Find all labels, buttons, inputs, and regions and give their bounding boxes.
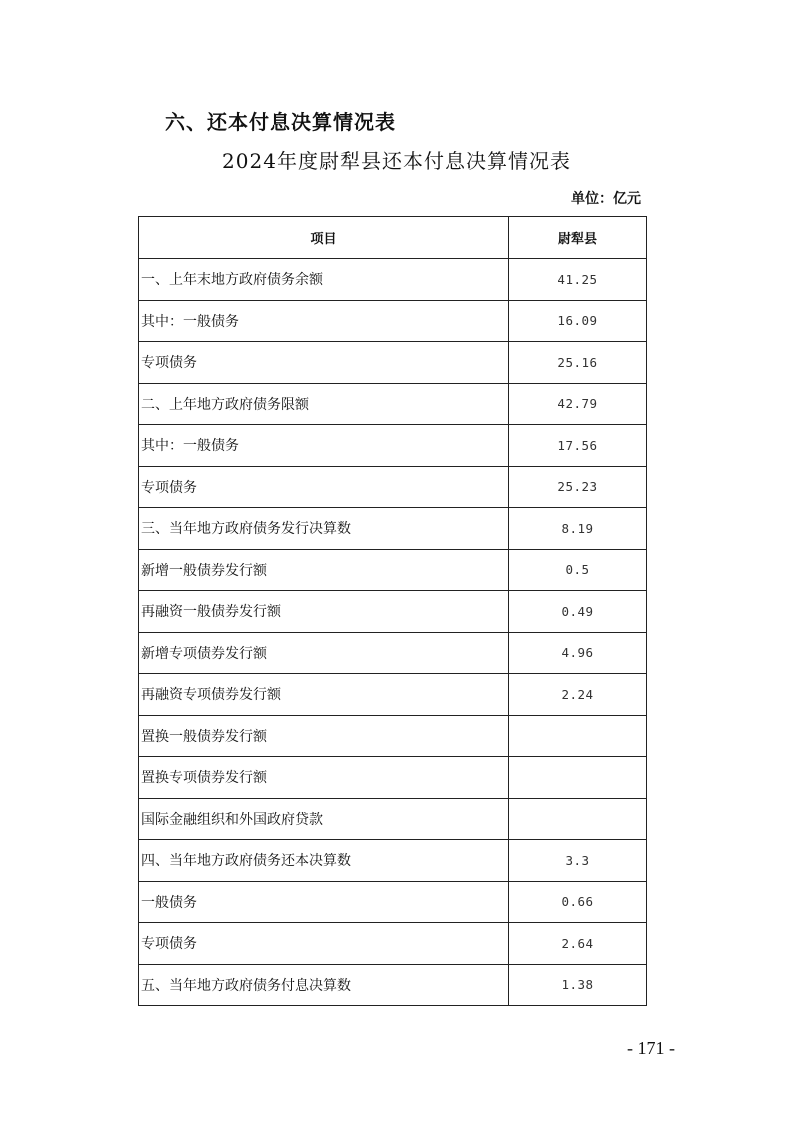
row-item-label: 新增一般债券发行额 — [139, 549, 509, 591]
row-item-label: 新增专项债券发行额 — [139, 632, 509, 674]
row-item-label: 专项债务 — [139, 923, 509, 965]
table-row — [139, 715, 647, 757]
row-value: 1.38 — [509, 964, 647, 1006]
table-row — [139, 881, 647, 923]
row-value: 41.25 — [509, 259, 647, 301]
row-value: 2.64 — [509, 923, 647, 965]
table-row — [139, 798, 647, 840]
table-row — [139, 964, 647, 1006]
row-item-label: 再融资专项债券发行额 — [139, 674, 509, 716]
row-item-label: 一、上年末地方政府债务余额 — [139, 259, 509, 301]
row-value: 42.79 — [509, 383, 647, 425]
table-body — [139, 259, 647, 1006]
row-item-label: 一般债务 — [139, 881, 509, 923]
row-item-label: 其中：一般债务 — [139, 300, 509, 342]
page-number: - 171 - — [627, 1038, 675, 1058]
table-row — [139, 466, 647, 508]
row-value: 3.3 — [509, 840, 647, 882]
row-value: 4.96 — [509, 632, 647, 674]
row-item-label: 二、上年地方政府债务限额 — [139, 383, 509, 425]
debt-repayment-table — [138, 216, 647, 1006]
table-row — [139, 508, 647, 550]
row-item-label: 再融资一般债券发行额 — [139, 591, 509, 633]
header-value: 尉犁县 — [509, 217, 647, 259]
table-row — [139, 757, 647, 799]
table-row — [139, 674, 647, 716]
row-value: 0.66 — [509, 881, 647, 923]
row-value: 8.19 — [509, 508, 647, 550]
row-item-label: 专项债务 — [139, 342, 509, 384]
table-row — [139, 632, 647, 674]
header-item: 项目 — [139, 217, 509, 259]
row-item-label: 三、当年地方政府债务发行决算数 — [139, 508, 509, 550]
table-title: 2024年度尉犁县还本付息决算情况表 — [222, 149, 571, 173]
row-value: 2.24 — [509, 674, 647, 716]
unit-label: 单位：亿元 — [571, 191, 641, 207]
row-value: 0.5 — [509, 549, 647, 591]
table-row — [139, 342, 647, 384]
row-value: 25.16 — [509, 342, 647, 384]
row-value: 17.56 — [509, 425, 647, 467]
table-header-row — [139, 217, 647, 259]
row-value: 16.09 — [509, 300, 647, 342]
row-item-label: 五、当年地方政府债务付息决算数 — [139, 964, 509, 1006]
row-item-label: 其中：一般债务 — [139, 425, 509, 467]
table-row — [139, 840, 647, 882]
row-item-label: 置换专项债券发行额 — [139, 757, 509, 799]
row-value — [509, 715, 647, 757]
table-row — [139, 383, 647, 425]
table-row — [139, 300, 647, 342]
row-item-label: 国际金融组织和外国政府贷款 — [139, 798, 509, 840]
table-row — [139, 259, 647, 301]
row-value: 0.49 — [509, 591, 647, 633]
table-row — [139, 425, 647, 467]
row-item-label: 四、当年地方政府债务还本决算数 — [139, 840, 509, 882]
table-row — [139, 923, 647, 965]
table-row — [139, 549, 647, 591]
row-item-label: 置换一般债券发行额 — [139, 715, 509, 757]
row-value — [509, 798, 647, 840]
row-value — [509, 757, 647, 799]
row-value: 25.23 — [509, 466, 647, 508]
row-item-label: 专项债务 — [139, 466, 509, 508]
section-heading: 六、还本付息决算情况表 — [165, 110, 396, 134]
table-row — [139, 591, 647, 633]
